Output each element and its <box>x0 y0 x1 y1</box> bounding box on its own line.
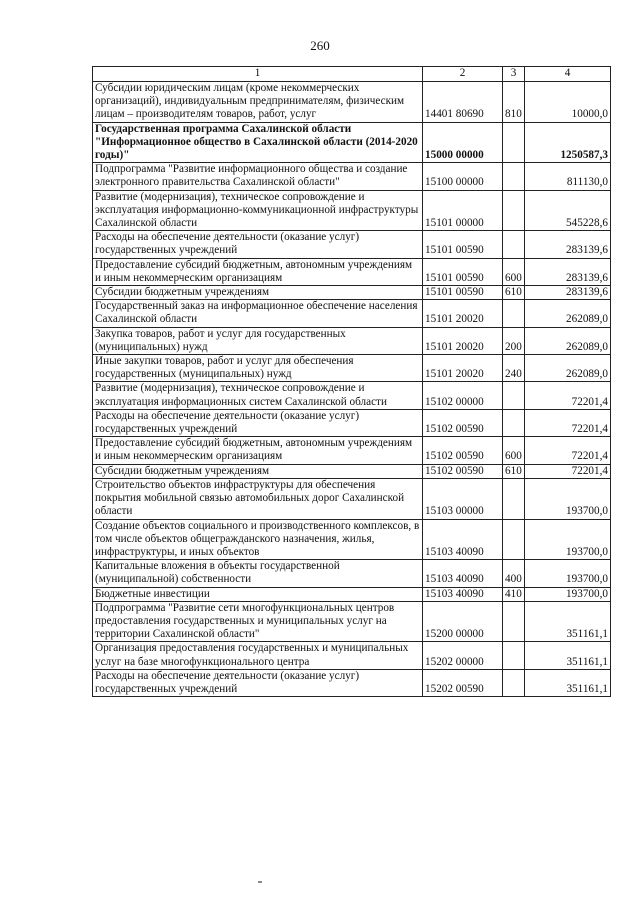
row-code: 14401 80690 <box>423 82 503 123</box>
table-row <box>93 642 611 669</box>
row-amount: 351161,1 <box>525 601 611 642</box>
row-amount: 193700,0 <box>525 478 611 519</box>
row-amount: 72201,4 <box>525 409 611 436</box>
table-row <box>93 163 611 190</box>
row-name: Субсидии бюджетным учреждениям <box>93 286 423 300</box>
row-code: 15101 20020 <box>423 327 503 354</box>
row-amount: 262089,0 <box>525 355 611 382</box>
row-code: 15202 00000 <box>423 642 503 669</box>
row-code: 15102 00590 <box>423 409 503 436</box>
row-code: 15101 00590 <box>423 286 503 300</box>
table-header-row <box>93 67 611 82</box>
header-cell-type: 3 <box>503 67 525 82</box>
row-code: 15000 00000 <box>423 122 503 163</box>
header-cell-amount: 4 <box>525 67 611 82</box>
row-amount: 262089,0 <box>525 300 611 327</box>
row-code: 15101 20020 <box>423 300 503 327</box>
row-type <box>503 601 525 642</box>
row-name: Предоставление субсидий бюджетным, автономным учреждениям и иным некоммерческим организациям <box>93 258 423 285</box>
row-type <box>503 478 525 519</box>
table-row <box>93 355 611 382</box>
row-type <box>503 190 525 231</box>
row-name: Субсидии бюджетным учреждениям <box>93 464 423 478</box>
row-name: Создание объектов социального и производственного комплексов, в том числе объектов общегражданского назначения, жилья, инфраструктуры, и иных объектов <box>93 519 423 560</box>
row-code: 15103 00000 <box>423 478 503 519</box>
row-name: Расходы на обеспечение деятельности (оказание услуг) государственных учреждений <box>93 669 423 696</box>
row-code: 15200 00000 <box>423 601 503 642</box>
table-row <box>93 437 611 464</box>
row-code: 15101 00000 <box>423 190 503 231</box>
row-type <box>503 409 525 436</box>
row-type: 400 <box>503 560 525 587</box>
header-cell-code: 2 <box>423 67 503 82</box>
row-name: Организация предоставления государственных и муниципальных услуг на базе многофункционального центра <box>93 642 423 669</box>
row-name: Субсидии юридическим лицам (кроме некоммерческих организаций), индивидуальным предпринимателям, физическим лицам – производителям товаров, работ, услуг <box>93 82 423 123</box>
row-code: 15101 00590 <box>423 231 503 258</box>
row-name: Государственная программа Сахалинской области "Информационное общество в Сахалинской области (2014-2020 годы)" <box>93 122 423 163</box>
table-row <box>93 286 611 300</box>
row-type: 810 <box>503 82 525 123</box>
row-amount: 1250587,3 <box>525 122 611 163</box>
scan-mark <box>258 881 262 883</box>
row-code: 15102 00590 <box>423 464 503 478</box>
table-row <box>93 231 611 258</box>
row-code: 15102 00590 <box>423 437 503 464</box>
table-row <box>93 190 611 231</box>
row-code: 15101 20020 <box>423 355 503 382</box>
table-row <box>93 382 611 409</box>
row-amount: 811130,0 <box>525 163 611 190</box>
row-type: 200 <box>503 327 525 354</box>
row-code: 15100 00000 <box>423 163 503 190</box>
table-row <box>93 258 611 285</box>
row-type <box>503 300 525 327</box>
row-name: Расходы на обеспечение деятельности (оказание услуг) государственных учреждений <box>93 231 423 258</box>
row-amount: 193700,0 <box>525 560 611 587</box>
row-name: Бюджетные инвестиции <box>93 587 423 601</box>
table-row <box>93 587 611 601</box>
row-type <box>503 122 525 163</box>
row-type <box>503 519 525 560</box>
row-amount: 351161,1 <box>525 669 611 696</box>
row-amount: 72201,4 <box>525 382 611 409</box>
table-row <box>93 300 611 327</box>
row-type <box>503 163 525 190</box>
table-row <box>93 669 611 696</box>
row-type <box>503 642 525 669</box>
row-type: 610 <box>503 286 525 300</box>
row-name: Подпрограмма "Развитие сети многофункциональных центров предоставления государственных и муниципальных услуг на территории Сахалинской области" <box>93 601 423 642</box>
row-type: 600 <box>503 258 525 285</box>
header-cell-name: 1 <box>93 67 423 82</box>
row-amount: 283139,6 <box>525 258 611 285</box>
row-amount: 262089,0 <box>525 327 611 354</box>
row-name: Строительство объектов инфраструктуры для обеспечения покрытия мобильной связью автомобильных дорог Сахалинской области <box>93 478 423 519</box>
row-type: 410 <box>503 587 525 601</box>
row-code: 15102 00000 <box>423 382 503 409</box>
page-number: 260 <box>310 38 330 53</box>
row-name: Предоставление субсидий бюджетным, автономным учреждениям и иным некоммерческим организациям <box>93 437 423 464</box>
row-type <box>503 382 525 409</box>
row-name: Капитальные вложения в объекты государственной (муниципальной) собственности <box>93 560 423 587</box>
table-row <box>93 327 611 354</box>
row-name: Развитие (модернизация), техническое сопровождение и эксплуатация информационно-коммуникационной инфраструктуры Сахалинской области <box>93 190 423 231</box>
row-amount: 283139,6 <box>525 231 611 258</box>
row-name: Расходы на обеспечение деятельности (оказание услуг) государственных учреждений <box>93 409 423 436</box>
row-amount: 283139,6 <box>525 286 611 300</box>
table-row <box>93 409 611 436</box>
table-row <box>93 560 611 587</box>
table-row <box>93 601 611 642</box>
table-row <box>93 464 611 478</box>
row-code: 15103 40090 <box>423 587 503 601</box>
table-row <box>93 478 611 519</box>
row-name: Развитие (модернизация), техническое сопровождение и эксплуатация информационных систем Сахалинской области <box>93 382 423 409</box>
table-row <box>93 82 611 123</box>
table-row <box>93 122 611 163</box>
row-code: 15103 40090 <box>423 519 503 560</box>
row-name: Подпрограмма "Развитие информационного общества и создание электронного правительства Сахалинской области" <box>93 163 423 190</box>
row-amount: 10000,0 <box>525 82 611 123</box>
row-amount: 545228,6 <box>525 190 611 231</box>
budget-table <box>92 66 611 697</box>
row-code: 15202 00590 <box>423 669 503 696</box>
row-amount: 193700,0 <box>525 587 611 601</box>
row-amount: 193700,0 <box>525 519 611 560</box>
row-name: Закупка товаров, работ и услуг для государственных (муниципальных) нужд <box>93 327 423 354</box>
row-type <box>503 231 525 258</box>
row-amount: 351161,1 <box>525 642 611 669</box>
row-type <box>503 669 525 696</box>
row-type: 610 <box>503 464 525 478</box>
row-code: 15103 40090 <box>423 560 503 587</box>
row-type: 240 <box>503 355 525 382</box>
row-name: Государственный заказ на информационное обеспечение населения Сахалинской области <box>93 300 423 327</box>
row-type: 600 <box>503 437 525 464</box>
row-amount: 72201,4 <box>525 464 611 478</box>
row-name: Иные закупки товаров, работ и услуг для обеспечения государственных (муниципальных) нужд <box>93 355 423 382</box>
row-code: 15101 00590 <box>423 258 503 285</box>
row-amount: 72201,4 <box>525 437 611 464</box>
table-row <box>93 519 611 560</box>
